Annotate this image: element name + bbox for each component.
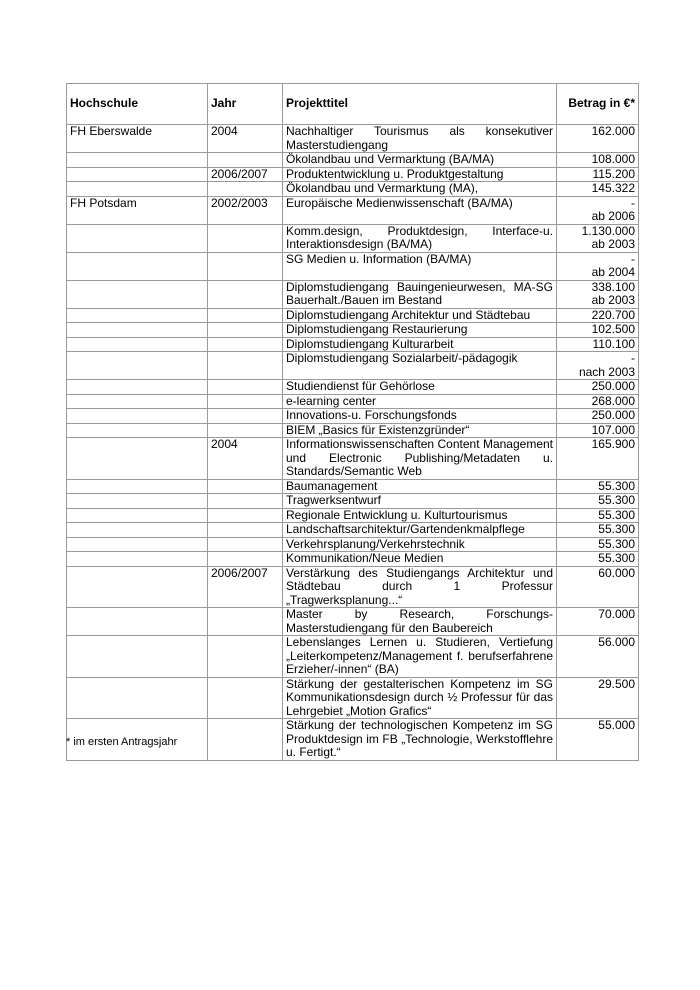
cell-projekttitel: Diplomstudiengang Architektur und Städtebau bbox=[283, 308, 557, 323]
cell-jahr bbox=[208, 608, 283, 636]
betrag-value: 55.300 bbox=[598, 478, 635, 493]
cell-betrag bbox=[557, 494, 639, 509]
betrag-value: 55.300 bbox=[598, 536, 635, 551]
betrag-value: 107.000 bbox=[591, 422, 635, 437]
cell-hochschule bbox=[67, 352, 208, 380]
table-header-row bbox=[67, 84, 639, 125]
cell-betrag bbox=[557, 423, 639, 438]
cell-betrag bbox=[557, 719, 639, 761]
table-row bbox=[67, 552, 639, 567]
table-row bbox=[67, 409, 639, 424]
table-row bbox=[67, 523, 639, 538]
table-row bbox=[67, 494, 639, 509]
cell-hochschule bbox=[67, 438, 208, 480]
betrag-value: - bbox=[631, 351, 635, 365]
betrag-value: 55.300 bbox=[598, 493, 635, 507]
cell-betrag bbox=[557, 308, 639, 323]
cell-hochschule: FH Eberswalde bbox=[67, 125, 208, 153]
betrag-value: 1.130.000 bbox=[581, 223, 635, 238]
cell-projekttitel: Stärkung der gestalterischen Kompetenz im SG Kommunikationsdesign durch ½ Professur für das Lehrgebiet „Motion Grafics“ bbox=[283, 677, 557, 719]
cell-jahr bbox=[208, 508, 283, 523]
cell-projekttitel: Regionale Entwicklung u. Kulturtourismus bbox=[283, 508, 557, 523]
cell-hochschule bbox=[67, 508, 208, 523]
betrag-note: ab 2003 bbox=[591, 293, 635, 307]
table-row bbox=[67, 252, 639, 280]
cell-projekttitel: Diplomstudiengang Sozialarbeit/-pädagogik bbox=[283, 352, 557, 380]
cell-projekttitel: Lebenslanges Lernen u. Studieren, Vertiefung „Leiterkompetenz/Management f. berufserfahrene Erzieher/-innen“ (BA) bbox=[283, 636, 557, 678]
cell-betrag bbox=[557, 523, 639, 538]
cell-jahr: 2006/2007 bbox=[208, 167, 283, 182]
cell-hochschule bbox=[67, 380, 208, 395]
cell-projekttitel: Stärkung der technologischen Kompetenz im SG Produktdesign im FB „Technologie, Werkstofflehre u. Fertigt.“ bbox=[283, 719, 557, 761]
cell-jahr bbox=[208, 409, 283, 424]
cell-betrag bbox=[557, 167, 639, 182]
cell-hochschule bbox=[67, 494, 208, 509]
cell-betrag bbox=[557, 608, 639, 636]
betrag-value: - bbox=[631, 251, 635, 266]
table-body bbox=[67, 125, 639, 761]
header-projekttitel: Projekttitel bbox=[283, 84, 557, 125]
cell-projekttitel: Ökolandbau und Vermarktung (BA/MA) bbox=[283, 153, 557, 168]
funding-table bbox=[66, 83, 639, 761]
cell-hochschule bbox=[67, 224, 208, 252]
table-row bbox=[67, 636, 639, 678]
cell-hochschule bbox=[67, 552, 208, 567]
cell-projekttitel: SG Medien u. Information (BA/MA) bbox=[283, 252, 557, 280]
cell-hochschule bbox=[67, 409, 208, 424]
betrag-value: 108.000 bbox=[591, 152, 635, 166]
cell-betrag bbox=[557, 323, 639, 338]
table-row bbox=[67, 508, 639, 523]
cell-projekttitel: Tragwerksentwurf bbox=[283, 494, 557, 509]
betrag-value: 145.322 bbox=[591, 181, 635, 195]
cell-jahr bbox=[208, 280, 283, 308]
cell-projekttitel: Verstärkung des Studiengangs Architektur und Städtebau durch 1 Professur „Tragwerksplanung...“ bbox=[283, 566, 557, 608]
cell-betrag bbox=[557, 224, 639, 252]
cell-betrag bbox=[557, 537, 639, 552]
cell-projekttitel: Diplomstudiengang Bauingenieurwesen, MA-SG Bauerhalt./Bauen im Bestand bbox=[283, 280, 557, 308]
table-row bbox=[67, 323, 639, 338]
cell-betrag bbox=[557, 252, 639, 280]
betrag-value: 55.300 bbox=[598, 522, 635, 536]
cell-projekttitel: Verkehrsplanung/Verkehrstechnik bbox=[283, 537, 557, 552]
cell-betrag bbox=[557, 566, 639, 608]
footnote: * im ersten Antragsjahr bbox=[66, 736, 178, 748]
cell-jahr bbox=[208, 182, 283, 197]
table-row bbox=[67, 196, 639, 224]
cell-betrag bbox=[557, 352, 639, 380]
cell-betrag bbox=[557, 409, 639, 424]
cell-betrag bbox=[557, 182, 639, 197]
cell-projekttitel: Ökolandbau und Vermarktung (MA), bbox=[283, 182, 557, 197]
header-betrag: Betrag in €* bbox=[557, 84, 639, 125]
cell-hochschule bbox=[67, 280, 208, 308]
cell-projekttitel: Informationswissenschaften Content Management und Electronic Publishing/Metadaten u. Standards/Semantic Web bbox=[283, 438, 557, 480]
cell-hochschule bbox=[67, 167, 208, 182]
header-hochschule: Hochschule bbox=[67, 84, 208, 125]
cell-hochschule bbox=[67, 566, 208, 608]
betrag-value: 338.100 bbox=[591, 279, 635, 294]
table-row bbox=[67, 438, 639, 480]
cell-betrag bbox=[557, 125, 639, 153]
cell-hochschule bbox=[67, 308, 208, 323]
betrag-note: ab 2006 bbox=[591, 209, 635, 223]
cell-jahr bbox=[208, 224, 283, 252]
cell-projekttitel: Diplomstudiengang Restaurierung bbox=[283, 323, 557, 338]
betrag-value: 250.000 bbox=[591, 408, 635, 422]
cell-projekttitel: Komm.design, Produktdesign, Interface-u. Interaktionsdesign (BA/MA) bbox=[283, 224, 557, 252]
betrag-value: 60.000 bbox=[598, 565, 635, 580]
table-row bbox=[67, 125, 639, 153]
cell-jahr bbox=[208, 423, 283, 438]
cell-projekttitel: Master by Research, Forschungs-Masterstudiengang für den Baubereich bbox=[283, 608, 557, 636]
cell-hochschule bbox=[67, 537, 208, 552]
cell-jahr bbox=[208, 323, 283, 338]
cell-jahr bbox=[208, 494, 283, 509]
cell-betrag bbox=[557, 394, 639, 409]
betrag-value: 55.300 bbox=[598, 551, 635, 565]
betrag-value: 110.100 bbox=[592, 336, 635, 351]
table-row bbox=[67, 280, 639, 308]
betrag-value: 29.500 bbox=[598, 676, 635, 691]
table-row bbox=[67, 337, 639, 352]
cell-betrag bbox=[557, 196, 639, 224]
cell-jahr bbox=[208, 479, 283, 494]
betrag-value: 115.200 bbox=[592, 166, 635, 181]
cell-jahr: 2004 bbox=[208, 125, 283, 153]
cell-projekttitel: Kommunikation/Neue Medien bbox=[283, 552, 557, 567]
table-row bbox=[67, 167, 639, 182]
table-row bbox=[67, 566, 639, 608]
cell-betrag bbox=[557, 337, 639, 352]
cell-jahr bbox=[208, 719, 283, 761]
cell-jahr bbox=[208, 337, 283, 352]
cell-projekttitel: Diplomstudiengang Kulturarbeit bbox=[283, 337, 557, 352]
cell-jahr bbox=[208, 636, 283, 678]
betrag-value: 102.500 bbox=[591, 322, 635, 336]
cell-hochschule bbox=[67, 394, 208, 409]
cell-betrag bbox=[557, 380, 639, 395]
cell-projekttitel: Baumanagement bbox=[283, 479, 557, 494]
cell-jahr bbox=[208, 252, 283, 280]
table-row bbox=[67, 677, 639, 719]
betrag-value: 220.700 bbox=[591, 307, 635, 322]
cell-hochschule bbox=[67, 677, 208, 719]
betrag-value: 250.000 bbox=[591, 379, 635, 393]
cell-betrag bbox=[557, 636, 639, 678]
cell-projekttitel: BIEM „Basics für Existenzgründer“ bbox=[283, 423, 557, 438]
table-row bbox=[67, 182, 639, 197]
table-row bbox=[67, 423, 639, 438]
table-row bbox=[67, 608, 639, 636]
cell-jahr bbox=[208, 153, 283, 168]
cell-projekttitel: Studiendienst für Gehörlose bbox=[283, 380, 557, 395]
cell-jahr bbox=[208, 552, 283, 567]
betrag-note: ab 2004 bbox=[591, 265, 635, 279]
cell-jahr: 2002/2003 bbox=[208, 196, 283, 224]
header-jahr: Jahr bbox=[208, 84, 283, 125]
cell-projekttitel: Produktentwicklung u. Produktgestaltung bbox=[283, 167, 557, 182]
cell-jahr bbox=[208, 537, 283, 552]
cell-jahr: 2006/2007 bbox=[208, 566, 283, 608]
cell-projekttitel: Innovations-u. Forschungsfonds bbox=[283, 409, 557, 424]
table-row bbox=[67, 394, 639, 409]
cell-betrag bbox=[557, 280, 639, 308]
cell-betrag bbox=[557, 479, 639, 494]
betrag-value: 70.000 bbox=[598, 607, 635, 621]
cell-jahr bbox=[208, 308, 283, 323]
table-row bbox=[67, 537, 639, 552]
cell-hochschule bbox=[67, 608, 208, 636]
cell-hochschule bbox=[67, 423, 208, 438]
cell-hochschule bbox=[67, 636, 208, 678]
cell-betrag bbox=[557, 677, 639, 719]
betrag-note: nach 2003 bbox=[578, 364, 635, 379]
cell-jahr bbox=[208, 523, 283, 538]
cell-jahr bbox=[208, 677, 283, 719]
cell-betrag bbox=[557, 153, 639, 168]
cell-hochschule bbox=[67, 182, 208, 197]
cell-hochschule bbox=[67, 323, 208, 338]
betrag-value: 55.000 bbox=[598, 718, 635, 732]
betrag-value: 55.300 bbox=[598, 507, 635, 522]
betrag-value: - bbox=[631, 195, 635, 210]
cell-hochschule bbox=[67, 479, 208, 494]
cell-projekttitel: Nachhaltiger Tourismus als konsekutiver Masterstudiengang bbox=[283, 125, 557, 153]
table-row bbox=[67, 352, 639, 380]
cell-projekttitel: e-learning center bbox=[283, 394, 557, 409]
cell-betrag bbox=[557, 438, 639, 480]
cell-hochschule bbox=[67, 523, 208, 538]
betrag-note: ab 2003 bbox=[591, 237, 635, 251]
table-row bbox=[67, 479, 639, 494]
cell-jahr bbox=[208, 380, 283, 395]
cell-projekttitel: Europäische Medienwissenschaft (BA/MA) bbox=[283, 196, 557, 224]
betrag-value: 268.000 bbox=[591, 393, 635, 408]
cell-jahr: 2004 bbox=[208, 438, 283, 480]
betrag-value: 165.900 bbox=[591, 437, 635, 451]
cell-hochschule bbox=[67, 252, 208, 280]
cell-jahr bbox=[208, 394, 283, 409]
cell-projekttitel: Landschaftsarchitektur/Gartendenkmalpflege bbox=[283, 523, 557, 538]
cell-betrag bbox=[557, 552, 639, 567]
cell-hochschule bbox=[67, 153, 208, 168]
betrag-value: 56.000 bbox=[598, 635, 635, 649]
table-row bbox=[67, 308, 639, 323]
betrag-value: 162.000 bbox=[591, 124, 635, 138]
cell-jahr bbox=[208, 352, 283, 380]
table-row bbox=[67, 380, 639, 395]
cell-hochschule bbox=[67, 337, 208, 352]
cell-betrag bbox=[557, 508, 639, 523]
cell-hochschule: FH Potsdam bbox=[67, 196, 208, 224]
table-row bbox=[67, 153, 639, 168]
table-row bbox=[67, 224, 639, 252]
